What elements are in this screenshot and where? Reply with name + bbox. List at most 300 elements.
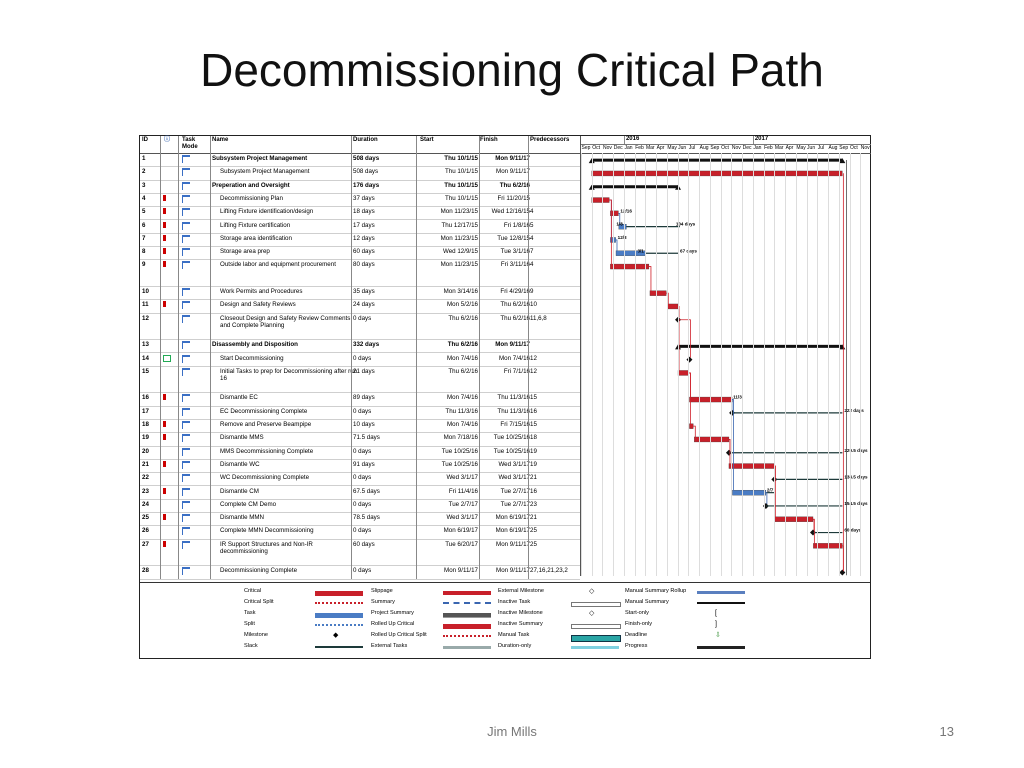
timeline-month: Nov (602, 145, 612, 151)
legend-swatch-manual-summary (697, 602, 745, 604)
footer-author: Jim Mills (487, 724, 537, 739)
auto-schedule-icon (182, 341, 190, 349)
constraint-icon (163, 434, 166, 440)
auto-schedule-icon (182, 168, 190, 176)
bar-label: 11/3 (733, 394, 742, 400)
task-id: 15 (142, 367, 149, 375)
month-gridline (839, 153, 840, 576)
legend-swatch-inactive-milestone: ◇ (589, 610, 595, 617)
task-mode-icon (182, 261, 194, 271)
timeline-month: Sep (839, 145, 849, 151)
critical-task-bar (592, 171, 843, 176)
column-divider (160, 136, 161, 579)
task-finish: Tue 2/7/17 (500, 500, 530, 508)
task-mode-icon (182, 301, 194, 311)
task-predecessors: 12 (530, 367, 537, 375)
table-row[interactable] (140, 313, 580, 341)
month-gridline (710, 153, 711, 576)
constraint-icon (163, 355, 171, 362)
task-finish: Mon 7/4/16 (499, 354, 530, 362)
task-mode-icon (182, 315, 194, 325)
legend-label: Inactive Milestone (498, 610, 543, 616)
bar-label: 154.5 days (844, 500, 868, 506)
task-start: Mon 11/23/15 (440, 261, 478, 269)
month-gridline (731, 153, 732, 576)
constraint-icon (163, 195, 166, 201)
task-mode-icon (182, 288, 194, 298)
indicator-icon (163, 222, 173, 230)
timeline-month: Dec (613, 145, 623, 151)
legend-swatch-split (315, 624, 363, 626)
task-finish: Mon 9/11/17 (496, 540, 530, 548)
legend-swatch-rolled-up-critical-split (443, 635, 491, 637)
task-id: 4 (142, 194, 146, 202)
legend-label: External Milestone (498, 588, 545, 594)
task-id: 12 (142, 314, 149, 322)
task-mode-icon (182, 195, 194, 205)
table-row[interactable] (140, 392, 580, 406)
legend-label: External Tasks (371, 643, 408, 649)
task-id: 22 (142, 474, 149, 482)
auto-schedule-icon (182, 235, 190, 243)
task-mode-icon (182, 514, 194, 524)
task-finish: Mon 9/11/17 (496, 168, 530, 176)
task-start: Wed 12/9/15 (443, 248, 478, 256)
indicator-icon (163, 301, 173, 309)
task-name: Decommissioning Plan (220, 194, 283, 202)
task-start: Thu 6/2/16 (447, 341, 478, 349)
task-predecessors: 27,16,21,23,2 (530, 567, 568, 575)
legend-label: Duration-only (498, 643, 532, 649)
table-row[interactable] (140, 259, 580, 287)
month-gridline (613, 153, 614, 576)
indicator-icon (163, 248, 173, 256)
task-id: 24 (142, 500, 149, 508)
constraint-icon (163, 235, 166, 241)
task-start: Thu 10/1/15 (444, 194, 478, 202)
task-name: Design and Safety Reviews (220, 301, 296, 309)
task-finish: Mon 9/11/17 (495, 341, 530, 349)
critical-task-bar (667, 304, 678, 309)
task-id: 28 (142, 567, 149, 575)
constraint-icon (163, 514, 166, 520)
task-duration: 10 days (353, 421, 375, 428)
task-mode-icon (182, 408, 194, 418)
auto-schedule-icon (182, 461, 190, 469)
task-duration: 80 days (353, 261, 375, 269)
task-finish: Tue 3/1/16 (500, 248, 530, 256)
page-number: 13 (939, 724, 954, 739)
bar-label: 229.5 days (844, 447, 868, 453)
task-duration: 89 days (353, 394, 375, 402)
task-name: EC Decommissioning Complete (220, 407, 308, 415)
task-finish: Mon 6/19/17 (495, 527, 530, 535)
task-duration: 0 days (353, 527, 372, 535)
timeline-year: 2017 (754, 136, 769, 142)
task-mode-icon (182, 368, 194, 378)
indicator-icon (163, 434, 173, 442)
task-finish: Tue 12/8/15 (497, 234, 530, 242)
constraint-icon (163, 261, 166, 267)
auto-schedule-icon (182, 434, 190, 442)
legend-swatch-critical (315, 591, 363, 596)
table-row[interactable] (140, 286, 580, 300)
task-finish: Wed 3/1/17 (498, 460, 530, 468)
dependency-link (616, 240, 617, 251)
auto-schedule-icon (182, 501, 190, 509)
task-start: Tue 10/25/16 (441, 460, 478, 468)
task-predecessors: 19 (530, 460, 537, 468)
task-predecessors: 4 (530, 234, 534, 242)
bar-label: 12/8 (617, 234, 627, 240)
bar-label: 3/1 (637, 248, 644, 254)
timeline-month: Jun (678, 145, 687, 151)
table-row[interactable] (140, 166, 580, 180)
constraint-icon (163, 208, 166, 214)
table-row[interactable] (140, 353, 580, 367)
table-row[interactable] (140, 446, 580, 460)
auto-schedule-icon (182, 368, 190, 376)
constraint-icon (163, 248, 166, 254)
indicator-icon (163, 208, 173, 216)
table-row[interactable] (140, 180, 580, 194)
legend-label: Rolled Up Critical (371, 621, 415, 627)
task-predecessors: 16 (530, 407, 537, 415)
task-finish: Thu 6/2/16 (500, 301, 530, 309)
task-start: Mon 11/23/15 (440, 208, 478, 216)
task-mode-icon (182, 155, 194, 165)
timeline-month: Mar (774, 145, 784, 151)
timeline-month: Dec (742, 145, 752, 151)
critical-task-bar (610, 264, 649, 269)
header-task-mode: Task Mode (182, 137, 198, 150)
task-mode-icon (182, 248, 194, 258)
legend-swatch-inactive-task (571, 602, 621, 607)
indicator-icon (163, 355, 173, 364)
task-duration: 0 days (353, 354, 372, 362)
auto-schedule-icon (182, 195, 190, 203)
task-duration: 176 days (353, 181, 380, 189)
task-mode-icon (182, 421, 194, 431)
task-name: Lifting Fixture identification/design (220, 208, 314, 216)
table-row[interactable] (140, 472, 580, 486)
task-predecessors: 4 (530, 261, 534, 269)
task-start: Tue 10/25/16 (441, 447, 478, 455)
task-name: Complete CM Demo (220, 500, 277, 508)
task-id: 11 (142, 301, 149, 309)
month-gridline (635, 153, 636, 576)
task-mode-icon (182, 341, 194, 351)
task-mode-icon (182, 567, 194, 577)
task-finish: Tue 10/25/16 (493, 434, 530, 442)
task-name: Start Decommissioning (220, 354, 284, 362)
timeline-month: Oct (850, 145, 858, 151)
auto-schedule-icon (182, 474, 190, 482)
task-duration: 0 days (353, 407, 372, 415)
table-row[interactable] (140, 432, 580, 446)
timeline-month: Sep (581, 145, 591, 151)
table-row[interactable] (140, 153, 580, 167)
table-row[interactable] (140, 539, 580, 567)
task-duration: 332 days (353, 341, 380, 349)
table-row[interactable] (140, 419, 580, 433)
month-gridline (850, 153, 851, 576)
task-id: 8 (142, 248, 146, 256)
task-id: 17 (142, 407, 149, 415)
timeline-month: Jan (624, 145, 633, 151)
auto-schedule-icon (182, 567, 190, 575)
task-id: 19 (142, 434, 149, 442)
auto-schedule-icon (182, 541, 190, 549)
task-finish: Thu 6/2/16 (499, 181, 530, 189)
task-finish: Thu 6/2/16 (500, 314, 530, 322)
task-predecessors: 21 (530, 514, 537, 522)
month-gridline (678, 153, 679, 576)
legend-swatch-manual-summary-rollup (697, 591, 745, 594)
timeline-month: Mar (645, 145, 655, 151)
auto-schedule-icon (182, 315, 190, 323)
task-duration: 508 days (353, 168, 379, 176)
table-row[interactable] (140, 220, 580, 234)
legend-label: Slippage (371, 588, 393, 594)
legend-label: Split (244, 621, 255, 627)
critical-task-bar (592, 198, 610, 203)
task-name: Closeout Design and Safety Review Comments and Complete Planning (220, 314, 351, 329)
auto-schedule-icon (182, 208, 190, 216)
task-start: Mon 7/4/16 (447, 354, 478, 362)
constraint-icon (163, 222, 166, 228)
table-row[interactable] (140, 299, 580, 313)
constraint-icon (163, 421, 166, 427)
table-row[interactable] (140, 233, 580, 247)
indicator-icon (163, 461, 173, 469)
column-divider (416, 136, 417, 579)
task-id: 3 (142, 181, 146, 189)
table-row[interactable] (140, 565, 580, 579)
table-row[interactable] (140, 193, 580, 207)
indicator-icon (163, 235, 173, 243)
legend-label: Manual Summary Rollup (625, 588, 687, 594)
table-row[interactable] (140, 246, 580, 260)
timeline-month: Feb (635, 145, 644, 151)
task-finish: Thu 11/3/16 (497, 394, 530, 402)
task-name: Dismantle WC (220, 460, 260, 468)
task-id: 27 (142, 540, 149, 548)
table-row[interactable] (140, 459, 580, 473)
task-predecessors: 5 (530, 221, 534, 229)
bar-label: 12/16 (620, 208, 632, 214)
legend-swatch-inactive-summary (571, 624, 621, 629)
bar-label: 67 days (680, 248, 697, 254)
task-finish: Fri 3/11/16 (500, 261, 530, 269)
task-id: 2 (142, 168, 146, 176)
task-predecessors: 15 (530, 421, 537, 428)
task-predecessors: 12 (530, 354, 537, 362)
task-id: 20 (142, 447, 149, 455)
task-start: Mon 6/19/17 (443, 527, 478, 535)
task-mode-icon (182, 501, 194, 511)
task-duration: 18 days (353, 208, 375, 216)
task-predecessors: 15 (530, 394, 537, 402)
task-duration: 21 days (353, 367, 375, 375)
task-predecessors: 18 (530, 434, 537, 442)
bar-label: 138.5 days (844, 474, 868, 480)
task-start: Mon 5/2/16 (447, 301, 478, 309)
dependency-link (813, 519, 814, 530)
indicator-icon (163, 394, 173, 402)
month-gridline (645, 153, 646, 576)
task-duration: 508 days (353, 155, 380, 162)
task-duration: 0 days (353, 500, 372, 508)
indicator-icon (163, 541, 173, 549)
legend-swatch-manual-task (571, 635, 621, 642)
task-predecessors: 25 (530, 540, 537, 548)
timeline-month: Sep (710, 145, 720, 151)
task-mode-icon (182, 168, 194, 178)
milestone-diamond (839, 569, 845, 575)
task-duration: 0 days (353, 567, 372, 575)
timeline-month: Aug (699, 145, 709, 151)
month-gridline (807, 153, 808, 576)
task-table-header (140, 136, 580, 154)
legend-label: Summary (371, 599, 395, 605)
header-name: Name (212, 137, 229, 143)
task-predecessors: 4 (530, 208, 534, 216)
month-gridline (581, 153, 582, 576)
task-mode-icon (182, 235, 194, 245)
task-predecessors: 19 (530, 447, 537, 455)
task-duration: 12 days (353, 234, 375, 242)
task-duration: 24 days (353, 301, 375, 309)
task-start: Wed 3/1/17 (446, 474, 478, 482)
task-id: 13 (142, 341, 149, 349)
task-name: Dismantle MMS (220, 434, 264, 442)
task-name: Initial Tasks to prep for Decommissioning after run 16 (220, 367, 358, 382)
task-duration: 35 days (353, 288, 375, 295)
gantt-legend (140, 582, 870, 659)
timeline-year: 2016 (625, 136, 640, 142)
table-row[interactable] (140, 206, 580, 220)
column-divider (210, 136, 211, 579)
task-name: Decommissioning Complete (220, 567, 298, 575)
task-start: Thu 6/2/16 (448, 314, 478, 322)
task-duration: 78.5 days (353, 514, 380, 522)
legend-swatch-summary (443, 602, 491, 604)
header-finish: Finish (480, 137, 498, 143)
task-name: Complete MMN Decommissioning (220, 527, 314, 535)
legend-swatch-external-tasks (443, 646, 491, 649)
legend-label: Critical Split (244, 599, 274, 605)
bar-label: 60 days (844, 527, 862, 533)
constraint-icon (163, 301, 166, 307)
legend-swatch-deadline: ⇩ (715, 632, 721, 639)
legend-swatch-critical-split (315, 602, 363, 604)
legend-swatch-start-only: [ (715, 610, 717, 617)
task-finish: Mon 9/11/17 (495, 155, 530, 162)
month-gridline (764, 153, 765, 576)
legend-label: Progress (625, 643, 648, 649)
auto-schedule-icon (182, 394, 190, 402)
legend-swatch-milestone: ◆ (333, 632, 339, 639)
task-name: Subsystem Project Management (212, 155, 308, 162)
task-mode-icon (182, 208, 194, 218)
task-mode-icon (182, 488, 194, 498)
task-mode-icon (182, 434, 194, 444)
legend-label: Start-only (625, 610, 649, 616)
task-start: Mon 7/18/16 (443, 434, 478, 442)
summary-bar (592, 159, 843, 162)
task-mode-icon (182, 541, 194, 551)
task-id: 10 (142, 288, 149, 295)
table-row[interactable] (140, 486, 580, 500)
info-icon: ⓘ (164, 137, 171, 143)
header-start: Start (420, 137, 434, 143)
task-duration: 0 days (353, 447, 372, 455)
header-id: ID (142, 137, 148, 143)
bar-label: 222 days (844, 407, 864, 413)
task-start: Thu 10/1/15 (444, 181, 478, 189)
legend-label: Critical (244, 588, 262, 594)
task-name: Lifting Fixture certification (220, 221, 291, 229)
indicator-icon (163, 514, 173, 522)
month-gridline (817, 153, 818, 576)
auto-schedule-icon (182, 448, 190, 456)
legend-label: Deadline (625, 632, 648, 638)
dependency-link (693, 426, 695, 437)
table-row[interactable] (140, 525, 580, 539)
indicator-icon (163, 261, 173, 269)
month-gridline (624, 153, 625, 576)
slide-title: Decommissioning Critical Path (200, 44, 824, 96)
auto-schedule-icon (182, 301, 190, 309)
task-mode-icon (182, 448, 194, 458)
table-row[interactable] (140, 366, 580, 394)
task-id: 23 (142, 487, 149, 495)
column-divider (178, 136, 179, 579)
task-name: Preperation and Oversight (212, 181, 290, 189)
task-id: 6 (142, 221, 146, 229)
legend-label: Manual Summary (625, 599, 669, 605)
auto-schedule-icon (182, 514, 190, 522)
task-id: 18 (142, 421, 149, 428)
legend-swatch-finish-only: ] (715, 621, 717, 628)
task-finish: Fri 11/20/15 (497, 194, 530, 202)
header-predecessors: Predecessors (530, 137, 570, 143)
month-gridline (667, 153, 668, 576)
task-name: Remove and Preserve Beampipe (220, 421, 312, 428)
task-duration: 60 days (353, 540, 375, 548)
header-duration: Duration (353, 137, 378, 143)
table-row[interactable] (140, 339, 580, 353)
task-mode-icon (182, 474, 194, 484)
table-row[interactable] (140, 499, 580, 513)
task-predecessors: 11,6,8 (530, 314, 547, 322)
table-row[interactable] (140, 512, 580, 526)
month-gridline (592, 153, 593, 576)
table-row[interactable] (140, 406, 580, 420)
bar-label: 1/8 (616, 221, 623, 227)
timeline-month: Jul (688, 145, 696, 151)
month-gridline (860, 153, 861, 576)
month-gridline (699, 153, 700, 576)
task-finish: Wed 3/1/17 (498, 474, 530, 482)
timeline-month: Nov (731, 145, 741, 151)
timeline-chart (580, 136, 871, 576)
timeline-month: Oct (721, 145, 729, 151)
dependency-link (609, 200, 611, 264)
task-name: WC Decommissioning Complete (220, 474, 310, 482)
task-mode-icon (182, 222, 194, 232)
